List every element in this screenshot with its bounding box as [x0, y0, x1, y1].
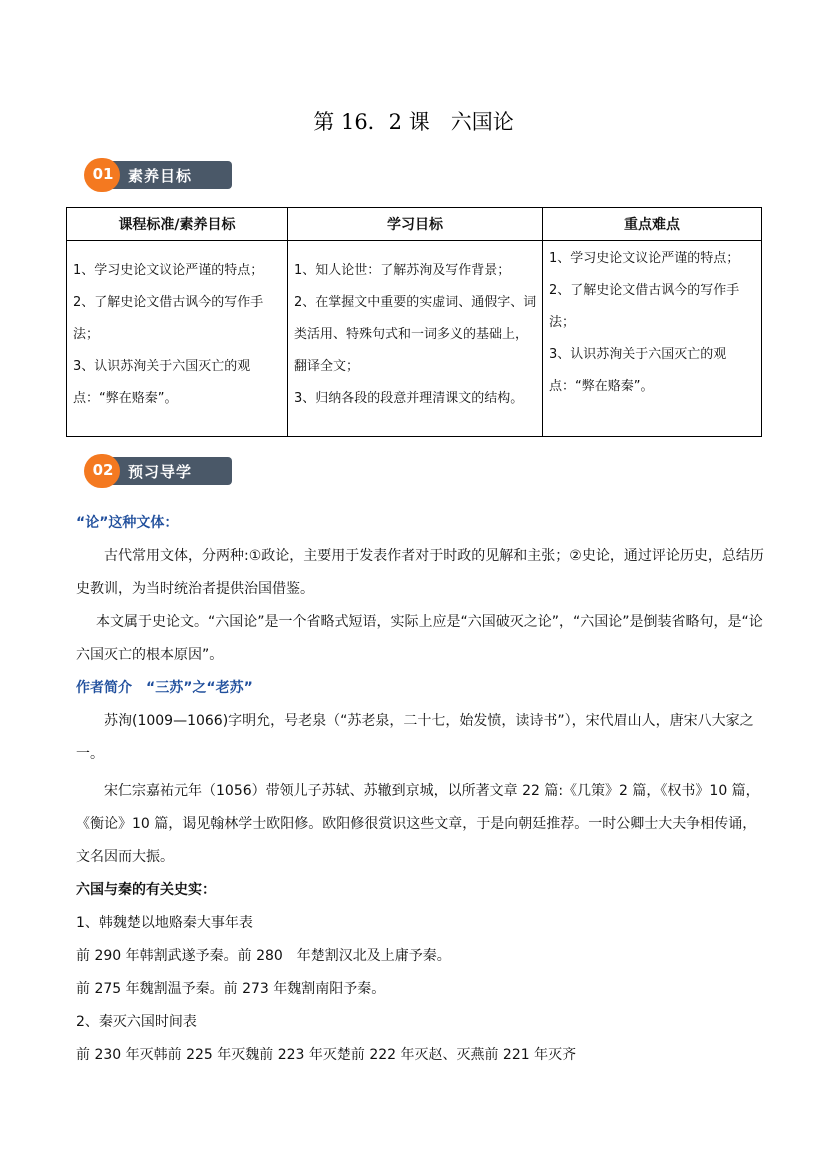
history-subheading-2: 2、秦灭六国时间表 [76, 1014, 197, 1030]
header-learning-goals: 学习目标 [288, 208, 543, 241]
goals-table [66, 207, 762, 437]
badge-number: 02 [92, 461, 114, 479]
history-heading: 六国与秦的有关史实： [76, 882, 216, 898]
author-heading: 作者简介 “三苏”之“老苏” [76, 680, 253, 696]
author-paragraph-2: 宋仁宗嘉祐元年（1056）带领儿子苏轼、苏辙到京城，以所著文章 22 篇:《几策》2 篇，《权书》10 篇，《衡论》10 篇，谒见翰林学士欧阳修。欧阳修很赏识这些文章，于是向朝廷推荐。一时公卿士大夫争相传诵，文名因而大振。 [76, 783, 760, 865]
cell-key-points [543, 241, 762, 437]
lun-paragraph-2: 本文属于史论文。“六国论”是一个省略式短语，实际上应是“六国破灭之论”，“六国论”是倒装省略句，是“论六国灭亡的根本原因”。 [76, 614, 763, 663]
author-paragraph-1: 苏洵(1009—1066)字明允，号老泉（“苏老泉，二十七，始发愤，读诗书”），宋代眉山人，唐宋八大家之一。 [76, 713, 754, 762]
cell-standards [67, 241, 288, 437]
cell-learning-goals [288, 241, 543, 437]
section-badge-goals [84, 158, 234, 192]
table-row [67, 241, 762, 437]
cell-line: 3、归纳各段的段意并理清课文的结构。 [294, 391, 524, 406]
history-line-2: 前 275 年魏割温予秦。前 273 年魏割南阳予秦。 [76, 981, 386, 997]
history-subheading-1: 1、韩魏楚以地赂秦大事年表 [76, 915, 253, 931]
lun-paragraph-1: 古代常用文体，分两种:①政论，主要用于发表作者对于时政的见解和主张；②史论，通过评论历史，总结历史教训，为当时统治者提供治国借鉴。 [76, 548, 764, 597]
cell-line: 3、认识苏洵关于六国灭亡的观点：“弊在赂秦”。 [73, 359, 251, 406]
badge-label: 预习导学 [128, 463, 193, 481]
header-standards: 课程标准/素养目标 [67, 208, 288, 241]
section-badge-preview [84, 454, 234, 488]
cell-line: 2、了解史论文借古讽今的写作手法； [549, 283, 740, 330]
cell-line: 1、知人论世：了解苏洵及写作背景； [294, 263, 511, 278]
cell-line: 2、在掌握文中重要的实虚词、通假字、词类活用、特殊句式和一词多义的基础上，翻译全文； [294, 295, 537, 374]
badge-number: 01 [92, 165, 114, 183]
badge-label: 素养目标 [128, 167, 193, 185]
cell-line: 1、学习史论文议论严谨的特点； [73, 263, 264, 278]
cell-line: 3、认识苏洵关于六国灭亡的观点：“弊在赂秦”。 [549, 347, 727, 394]
cell-line: 1、学习史论文议论严谨的特点； [549, 251, 740, 266]
page-title: 第 16．2 课 六国论 [313, 110, 514, 134]
cell-line: 2、了解史论文借古讽今的写作手法； [73, 295, 264, 342]
header-key-points: 重点难点 [543, 208, 762, 241]
preview-content [76, 507, 766, 1072]
history-line-3: 前 230 年灭韩前 225 年灭魏前 223 年灭楚前 222 年灭赵、灭燕前 221 年灭齐 [76, 1047, 577, 1063]
history-line-1: 前 290 年韩割武遂予秦。前 280 年楚割汉北及上庸予秦。 [76, 948, 451, 964]
table-header-row [67, 208, 762, 241]
lun-heading: “论”这种文体： [76, 515, 179, 531]
